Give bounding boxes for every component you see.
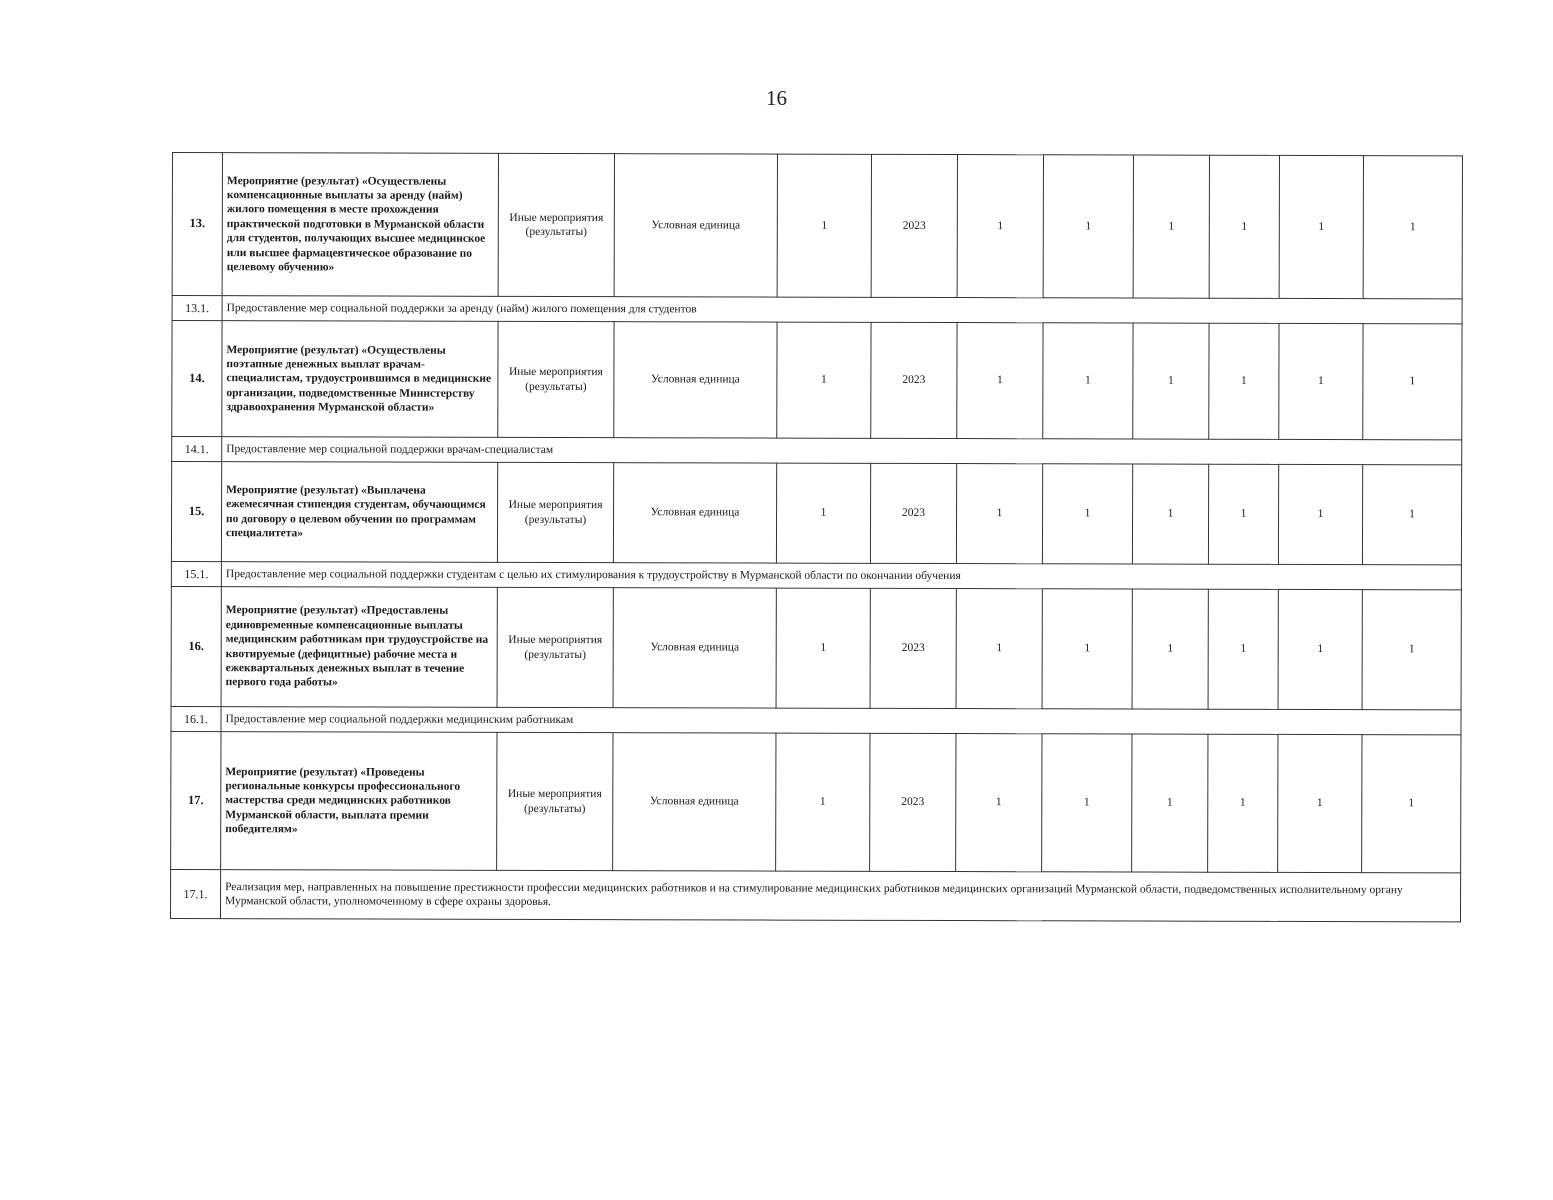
base-value: 1 xyxy=(776,463,870,563)
row-number: 15. xyxy=(171,462,221,562)
year-value: 1 xyxy=(956,589,1042,709)
sub-row xyxy=(172,437,1462,465)
year-value: 1 xyxy=(1362,590,1461,710)
measure-unit: Условная единица xyxy=(614,154,777,297)
measure-title: Мероприятие (результат) «Выплачена ежемесячная стипендия студентам, обучающимся по договору о целевом обучении по программам специалитета» xyxy=(221,462,497,563)
sub-row-text: Предоставление мер социальной поддержки врачам-специалистам xyxy=(222,437,1462,465)
sub-row xyxy=(172,296,1462,324)
year-value: 1 xyxy=(1279,155,1363,298)
sub-row-text: Реализация мер, направленных на повышение престижности профессии медицинских работников и на стимулирование медицинских работников медицинских организаций Мурманской области, подведомственных исполнительному органу Мурманской области, уполномоченному в сфере охраны здоровья. xyxy=(220,870,1460,922)
base-year: 2023 xyxy=(870,733,956,871)
measure-unit: Условная единица xyxy=(613,463,776,563)
sub-row xyxy=(171,706,1461,734)
base-value: 1 xyxy=(777,322,871,438)
row-number: 14. xyxy=(172,321,222,437)
sub-row-text: Предоставление мер социальной поддержки студентам с целью их стимулирования к трудоустройству в Мурманской области по окончании обучения xyxy=(221,562,1461,590)
year-value: 1 xyxy=(1042,464,1132,564)
row-number: 13. xyxy=(172,153,222,296)
year-value: 1 xyxy=(1278,464,1362,564)
year-value: 1 xyxy=(1043,155,1133,298)
sub-row-number: 17.1. xyxy=(170,869,220,918)
base-value: 1 xyxy=(777,154,871,297)
sub-row-text: Предоставление мер социальной поддержки медицинским работникам xyxy=(221,707,1461,735)
sub-row xyxy=(170,869,1460,921)
year-value: 1 xyxy=(1209,155,1279,298)
year-value: 1 xyxy=(1043,323,1133,439)
measures-table xyxy=(170,152,1463,922)
year-value: 1 xyxy=(1132,734,1208,872)
page-number: 16 xyxy=(766,86,787,110)
sub-row xyxy=(171,561,1461,589)
table-row xyxy=(172,321,1462,440)
table-row xyxy=(171,586,1461,709)
measure-title: Мероприятие (результат) «Осуществлены поэтапные денежных выплат врачам-специалистам, трудоустроившимся в медицинские организации, подведомственные Министерству здравоохранения Мурманской области» xyxy=(222,321,498,438)
table-row xyxy=(172,153,1462,299)
year-value: 1 xyxy=(1362,735,1461,873)
base-year: 2023 xyxy=(871,154,957,297)
measure-unit: Условная единица xyxy=(613,733,776,871)
year-value: 1 xyxy=(1362,465,1461,565)
year-value: 1 xyxy=(1208,589,1278,709)
measure-unit: Условная единица xyxy=(614,322,777,438)
base-year: 2023 xyxy=(870,463,956,563)
year-value: 1 xyxy=(957,323,1043,439)
year-value: 1 xyxy=(1132,589,1208,709)
year-value: 1 xyxy=(1132,464,1208,564)
year-value: 1 xyxy=(1278,734,1362,872)
measure-type: Иные мероприятия (результаты) xyxy=(497,587,613,707)
year-value: 1 xyxy=(956,464,1042,564)
year-value: 1 xyxy=(1208,464,1278,564)
sub-row-text: Предоставление мер социальной поддержки за аренду (найм) жилого помещения для студентов xyxy=(222,296,1462,324)
base-year: 2023 xyxy=(870,588,956,708)
year-value: 1 xyxy=(1042,589,1132,709)
measure-type: Иные мероприятия (результаты) xyxy=(498,153,614,296)
base-value: 1 xyxy=(776,733,870,871)
year-value: 1 xyxy=(957,155,1043,298)
sub-row-number: 15.1. xyxy=(171,561,221,586)
year-value: 1 xyxy=(956,734,1042,872)
year-value: 1 xyxy=(1133,323,1209,439)
year-value: 1 xyxy=(1363,324,1462,440)
measure-type: Иные мероприятия (результаты) xyxy=(497,732,613,870)
year-value: 1 xyxy=(1363,156,1462,299)
table-row xyxy=(171,462,1461,565)
year-value: 1 xyxy=(1279,323,1363,439)
year-value: 1 xyxy=(1208,734,1278,872)
measure-title: Мероприятие (результат) «Предоставлены единовременные компенсационные выплаты медицинским работникам при трудоустройстве на квотируемые (дефицитные) рабочие места и ежеквартальных денежных выплат в течение первого года работы» xyxy=(221,587,497,708)
sub-row-number: 14.1. xyxy=(172,437,222,462)
base-value: 1 xyxy=(776,588,870,708)
measure-unit: Условная единица xyxy=(613,588,776,708)
measure-type: Иные мероприятия (результаты) xyxy=(498,321,614,437)
year-value: 1 xyxy=(1209,323,1279,439)
row-number: 17. xyxy=(171,731,221,869)
sub-row-number: 13.1. xyxy=(172,296,222,321)
measure-title: Мероприятие (результат) «Осуществлены компенсационные выплаты за аренду (найм) жилого помещения в месте прохождения практической подготовки в Мурманской области для студентов, получающих высшее медицинское или высшее фармацевтическое образование по целевому обучению» xyxy=(222,153,498,297)
sub-row-number: 16.1. xyxy=(171,706,221,731)
measure-type: Иные мероприятия (результаты) xyxy=(497,462,613,562)
table-row xyxy=(171,731,1461,872)
measure-title: Мероприятие (результат) «Проведены региональные конкурсы профессионального мастерства среди медицинских работников Мурманской области, выплата премии победителям» xyxy=(221,732,497,871)
year-value: 1 xyxy=(1042,734,1132,872)
year-value: 1 xyxy=(1278,589,1362,709)
year-value: 1 xyxy=(1133,155,1209,298)
base-year: 2023 xyxy=(871,322,957,438)
row-number: 16. xyxy=(171,586,221,706)
